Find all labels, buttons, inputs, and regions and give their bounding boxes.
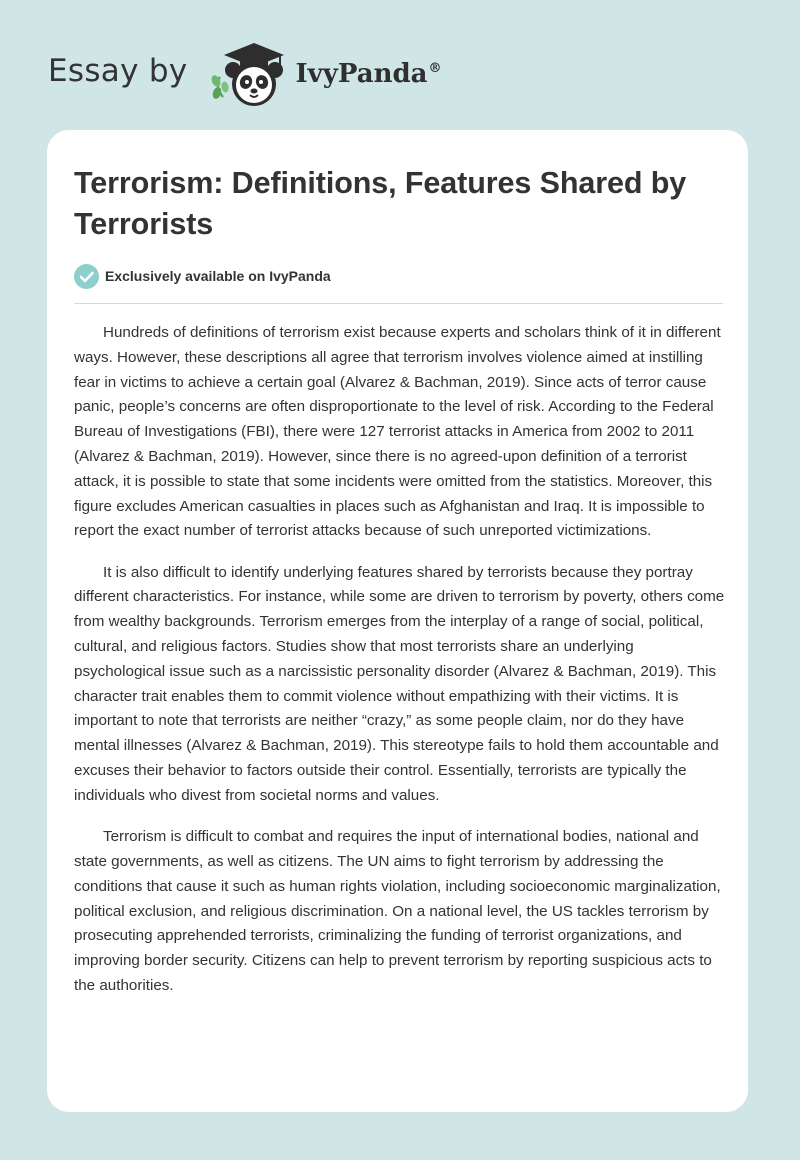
essay-card <box>47 130 748 1112</box>
essay-paragraph: Terrorism is difficult to combat and requires the input of international bodies, national and state governments, as well as citizens. The UN aims to fight terrorism by addressing the conditions that cause it such as human rights violation, including socioeconomic marginalization, political exclusion, and religious discrimination. On a national level, the US tackles terrorism by prosecuting apprehended terrorists, criminalizing the funding of terrorist organizations, and improving border security. Citizens can help to prevent terrorism by reporting suspicious acts to the authorities. <box>74 828 721 994</box>
registered-mark: ® <box>428 61 442 77</box>
title-divider <box>74 303 723 304</box>
panda-graduate-logo-icon[interactable] <box>206 37 294 109</box>
essay-paragraph: It is also difficult to identify underlying features shared by terrorists because they portray different characteristics. For instance, while some are driven to terrorism by poverty, others come from wealthy backgrounds. Terrorism emerges from the interplay of a range of social, political, cultural, and religious factors. Studies show that most terrorists share an underlying psychological issue such as a narcissistic personality disorder (Alvarez & Bachman, 2019). This character trait enables them to commit violence without empathizing with their victims. It is important to note that terrorists are neither “crazy,” as some people claim, nor do they have mental illnesses (Alvarez & Bachman, 2019). This stereotype fails to hold them accountable and excuses their behavior to factors outside their control. Essentially, terrorists are typically the individuals who divest from societal norms and values. <box>74 563 725 804</box>
site-header <box>48 36 442 106</box>
essay-title: Terrorism: Definitions, Features Shared by Terrorists <box>74 166 687 241</box>
brand-name-text: IvyPanda <box>295 59 428 89</box>
brand-name[interactable] <box>296 59 442 89</box>
essay-paragraph: Hundreds of definitions of terrorism exist because experts and scholars think of it in different ways. However, these descriptions all agree that terrorism involves violence aimed at instilling fear in victims to achieve a certain goal (Alvarez & Bachman, 2019). Since acts of terror cause panic, people’s concerns are often disproportionate to the level of risk. According to the Federal Bureau of Investigations (FBI), there were 127 terrorist attacks in America from 2002 to 2011 (Alvarez & Bachman, 2019). However, since there is no agreed-upon definition of a terrorist attack, it is possible to state that some incidents were omitted from the statistics. Moreover, this figure excludes American casualties in places such as Afghanistan and Iraq. It is impossible to report the exact number of terrorist attacks because of such unreported victimizations. <box>74 324 721 540</box>
exclusive-badge-label: Exclusively available on IvyPanda <box>105 268 331 284</box>
essay-body <box>74 321 726 1015</box>
essay-by-label: Essay by <box>48 53 188 89</box>
check-circle-icon <box>74 264 99 289</box>
exclusive-badge <box>74 263 331 289</box>
